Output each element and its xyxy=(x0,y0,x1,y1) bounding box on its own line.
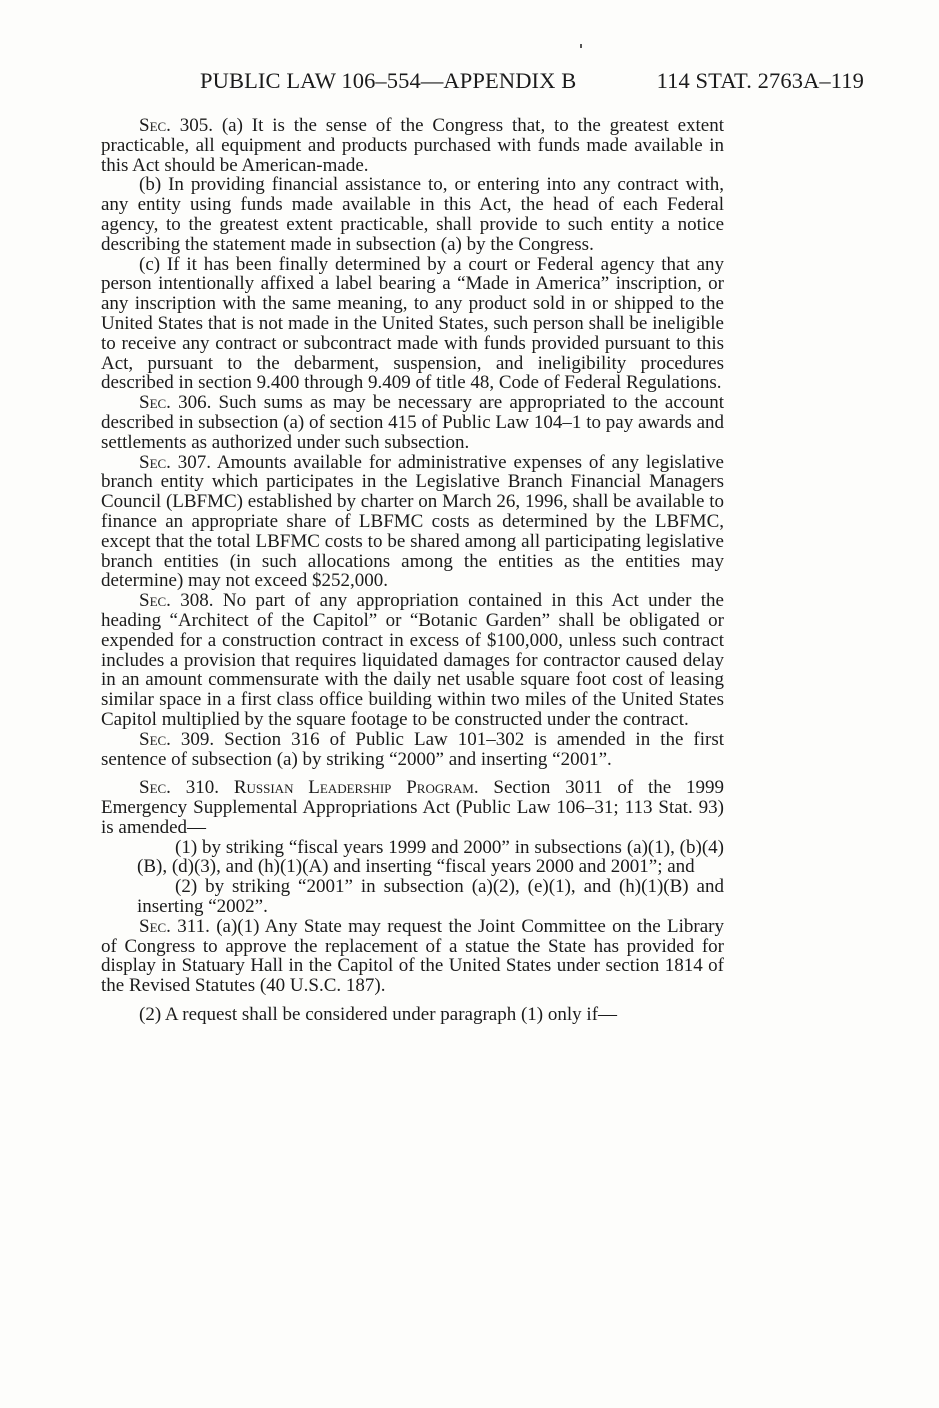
section-310-item-2: (2) by striking “2001” in subsection (a)(2), (e)(1), and (h)(1)(B) and inserting “2002”. xyxy=(137,876,724,918)
sec-label: Sec. xyxy=(139,590,171,612)
sec-label: Sec. xyxy=(139,777,171,799)
sec-label: Sec. xyxy=(139,728,171,750)
sec-label: Sec. xyxy=(139,915,171,937)
section-text: 311. (a)(1) Any State may request the Joint Committee on the Library of Congress to approve the replacement of a statue the State has provided for display in Statuary Hall in the Capitol of the United States under section 1814 of the Revised Statutes (40 U.S.C. 187). xyxy=(101,915,724,997)
section-text: 305. (a) It is the sense of the Congress that, to the greatest extent practicable, all equipment and products purchased with funds made available in this Act should be American-made. xyxy=(101,115,724,176)
header-law-title: PUBLIC LAW 106–554—APPENDIX B xyxy=(200,68,577,93)
sec-label: Sec. xyxy=(139,115,171,136)
sec-label: Sec. xyxy=(139,451,171,473)
header-stat-page: 114 STAT. 2763A–119 xyxy=(656,68,864,93)
section-305-b: (b) In providing financial assistance to, or entering into any contract with, any entity using funds made available in this Act, the head of each Federal agency, to the greatest extent practicable, shall provide to such entity a notice describing the statement made in subsection (a) by the Congress. xyxy=(101,174,724,255)
section-305-a xyxy=(101,116,724,175)
section-text: 306. Such sums as may be necessary are appropriated to the account described in subsection (a) of section 415 of Public Law 104–1 to pay awards and settlements as authorized under such subsection. xyxy=(101,392,724,453)
section-307 xyxy=(101,453,724,592)
section-311-a1 xyxy=(101,917,724,996)
section-text: 307. Amounts available for administrative expenses of any legislative branch entity which participates in the Legislative Branch Financial Managers Council (LBFMC) established by charter on March 26, 1996, shall be available to finance an appropriate share of LBFMC costs as determined by the LBFMC, except that the total LBFMC costs to be shared among all participating legislative branch entities (in such allocations among the entities as the entities may determine) may not exceed $252,000. xyxy=(101,451,724,592)
section-number: 310. xyxy=(170,777,234,799)
section-308 xyxy=(101,591,724,730)
section-309 xyxy=(101,730,724,770)
section-heading: Russian Leadership Program. xyxy=(233,777,479,799)
section-text: Section 3011 of the 1999 Emergency Supplemental Appropriations Act (Public Law 106–31; 113 Stat. 93) is amended— xyxy=(101,777,725,838)
section-311-a2: (2) A request shall be considered under paragraph (1) only if— xyxy=(139,1004,618,1026)
section-text: 309. Section 316 of Public Law 101–302 is amended in the first sentence of subsection (a) by striking “2000” and inserting “2001”. xyxy=(101,728,724,770)
section-305-c: (c) If it has been finally determined by a court or Federal agency that any person intentionally affixed a label bearing a “Made in America” inscription, or any inscription with the same meaning, to any product sold in or shipped to the United States that is not made in the United States, such person shall be ineligible to receive any contract or subcontract made with funds provided pursuant to this Act, pursuant to the debarment, suspension, and ineligibility procedures described in section 9.400 through 9.409 of title 48, Code of Federal Regulations. xyxy=(101,253,724,394)
document-body xyxy=(101,116,724,1025)
scan-speck xyxy=(580,44,582,48)
section-310 xyxy=(101,778,724,837)
section-306 xyxy=(101,393,724,452)
section-310-item-1: (1) by striking “fiscal years 1999 and 2000” in subsections (a)(1), (b)(4)(B), (d)(3), and (h)(1)(A) and inserting “fiscal years 2000 and 2001”; and xyxy=(137,836,724,878)
section-text: 308. No part of any appropriation contained in this Act under the heading “Architect of the Capitol” or “Botanic Garden” shall be obligated or expended for a construction contract in excess of $100,000, unless such contract includes a provision that requires liquidated damages for contractor caused delay in an amount commensurate with the daily net usable square foot cost of leasing similar space in a first class office building within two miles of the United States Capitol multiplied by the square footage to be constructed under the contract. xyxy=(101,590,724,730)
sec-label: Sec. xyxy=(139,392,171,414)
